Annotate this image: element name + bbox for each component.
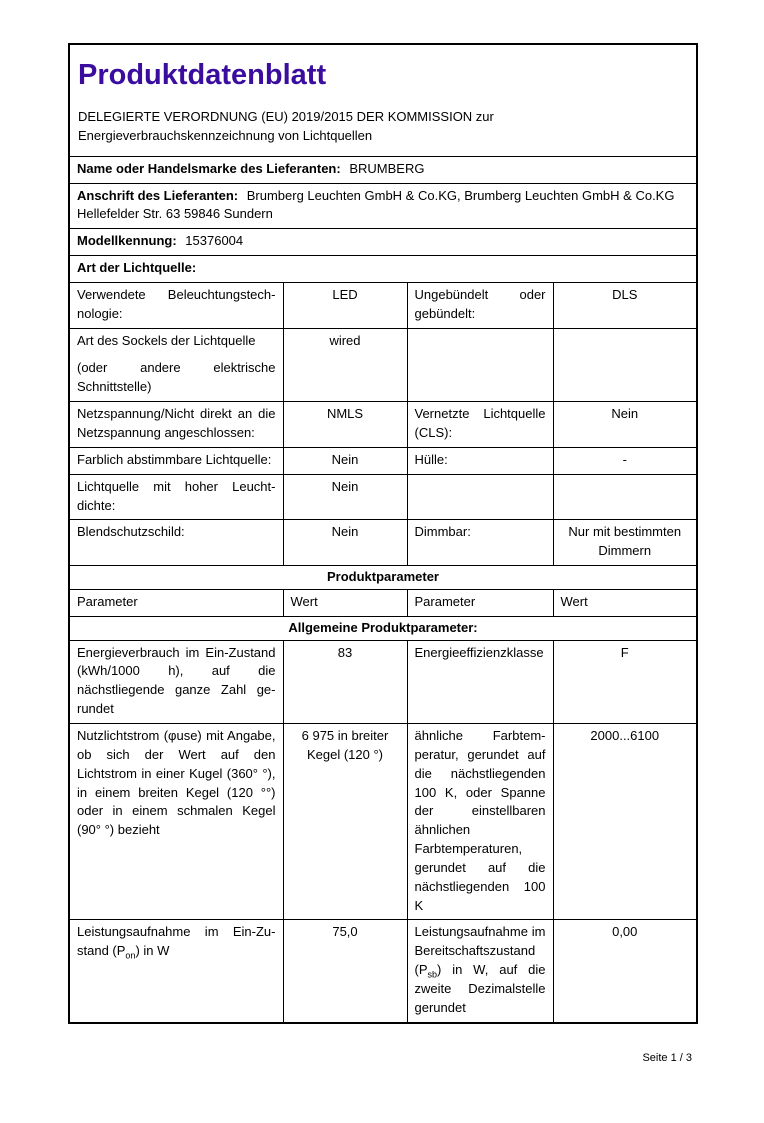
energy-class-value: F xyxy=(553,640,697,723)
standby-power-value: 0,00 xyxy=(553,920,697,1023)
general-parameters-title-row xyxy=(69,616,697,640)
standby-power-param-pre: Leistungsaufnahme im Bereitschaftszustand (P xyxy=(414,924,546,978)
connected-light-source-param: Vernetzte Lichtquelle (CLS): xyxy=(407,402,553,448)
regulation-subtitle-line-2: Energieverbrauchskennzeichnung von Lichtquellen xyxy=(78,127,373,143)
supplier-name-cell xyxy=(69,156,697,183)
standby-power-param-sub: sb xyxy=(427,969,438,980)
socket-param-2 xyxy=(407,328,553,402)
mains-voltage-value: NMLS xyxy=(283,402,407,448)
colour-tuneable-row xyxy=(69,447,697,474)
envelope-param: Hülle: xyxy=(407,447,553,474)
connected-light-source-value: Nein xyxy=(553,402,697,448)
product-parameters-title-row xyxy=(69,566,697,590)
socket-value-2 xyxy=(553,328,697,402)
supplier-address-cell xyxy=(69,183,697,229)
colour-temperature-value: 2000...6100 xyxy=(553,723,697,919)
supplier-address-row xyxy=(69,183,697,229)
supplier-name-value: BRUMBERG xyxy=(349,160,425,176)
product-datasheet-table xyxy=(68,43,698,1024)
technology-value: LED xyxy=(283,282,407,328)
page-number: Seite 1 / 3 xyxy=(642,1051,692,1064)
high-luminance-value: Nein xyxy=(283,474,407,520)
high-luminance-param-2 xyxy=(407,474,553,520)
power-on-param xyxy=(69,920,283,1023)
col-header-parameter-2: Parameter xyxy=(407,589,553,616)
light-source-heading: Art der Lichtquelle: xyxy=(77,260,197,276)
col-header-wert-1: Wert xyxy=(283,589,407,616)
technology-param: Verwendete Beleuchtungstechnologie: xyxy=(69,282,283,328)
dimmable-value: Nur mit bestimmten Dimmern xyxy=(553,520,697,566)
colour-temperature-param: ähnliche Farbtemperatur, gerundet auf die nächstliegenden 100 K, oder Spanne der einstellbaren ähnlichen Farbtemperaturen, gerundet auf die nächstliegenden 100 K xyxy=(407,723,553,919)
energy-consumption-param: Energieverbrauch im Ein-Zustand (kWh/1000 h), auf die nächstliegende ganze Zahl gerundet xyxy=(69,640,283,723)
socket-param-line-2: (oder andere elektrische Schnittstelle) xyxy=(77,360,276,395)
power-on-param-post: ) in W xyxy=(135,943,170,959)
mains-voltage-row xyxy=(69,402,697,448)
power-on-value: 75,0 xyxy=(283,920,407,1023)
beam-param: Ungebündelt oder gebündelt: xyxy=(407,282,553,328)
anti-glare-row xyxy=(69,520,697,566)
model-id-row xyxy=(69,229,697,256)
title-cell xyxy=(69,44,697,156)
model-id-value: 15376004 xyxy=(185,233,244,249)
useful-luminous-flux-row xyxy=(69,723,697,919)
standby-power-param-post: ) in W, auf die zweite Dezimalstelle gerundet xyxy=(414,962,546,1015)
supplier-address-label: Anschrift des Lieferanten: xyxy=(77,187,239,203)
power-on-param-sub: on xyxy=(125,950,136,961)
model-id-label: Modellkennung: xyxy=(77,233,177,249)
energy-consumption-value: 83 xyxy=(283,640,407,723)
anti-glare-value: Nein xyxy=(283,520,407,566)
parameter-header-row xyxy=(69,589,697,616)
beam-value: DLS xyxy=(553,282,697,328)
envelope-value: - xyxy=(553,447,697,474)
model-id-cell xyxy=(69,229,697,256)
energy-consumption-row xyxy=(69,640,697,723)
page-title: Produktdatenblatt xyxy=(78,59,327,91)
power-on-row xyxy=(69,920,697,1023)
useful-luminous-flux-value: 6 975 in breiter Kegel (120 °) xyxy=(283,723,407,919)
socket-param-line-1: Art des Sockels der Lichtquelle xyxy=(77,332,256,348)
supplier-address-value: Brumberg Leuchten GmbH & Co.KG, Brumberg Leuchten GmbH & Co.KG Hellefelder Str. 63 59846 Sundern xyxy=(77,187,675,222)
colour-tuneable-param: Farblich abstimmbare Lichtquelle: xyxy=(69,447,283,474)
high-luminance-param: Lichtquelle mit hoher Leuchtdichte: xyxy=(69,474,283,520)
anti-glare-param: Blendschutzschild: xyxy=(69,520,283,566)
general-parameters-title: Allgemeine Produktparameter: xyxy=(69,616,697,640)
light-source-heading-cell xyxy=(69,256,697,283)
technology-row xyxy=(69,282,697,328)
colour-tuneable-value: Nein xyxy=(283,447,407,474)
light-source-heading-row xyxy=(69,256,697,283)
mains-voltage-param: Netzspannung/Nicht direkt an die Netzspannung angeschlossen: xyxy=(69,402,283,448)
socket-param xyxy=(69,328,283,402)
product-parameters-title: Produktparameter xyxy=(69,566,697,590)
standby-power-param xyxy=(407,920,553,1023)
socket-value: wired xyxy=(283,328,407,402)
supplier-name-row xyxy=(69,156,697,183)
useful-luminous-flux-param: Nutzlichtstrom (φuse) mit Angabe, ob sich der Wert auf den Lichtstrom in einer Kugel (360° °), in einem breiten Kegel (120 °°) oder in einem schmalen Kegel (90° °) bezieht xyxy=(69,723,283,919)
supplier-name-label: Name oder Handelsmarke des Lieferanten: xyxy=(77,160,341,176)
regulation-subtitle-line-1: DELEGIERTE VERORDNUNG (EU) 2019/2015 DER KOMMISSION zur xyxy=(78,109,494,125)
energy-class-param: Energieeffizienzklasse xyxy=(407,640,553,723)
dimmable-param: Dimmbar: xyxy=(407,520,553,566)
high-luminance-value-2 xyxy=(553,474,697,520)
col-header-wert-2: Wert xyxy=(553,589,697,616)
power-on-param-pre: Leistungsaufnahme im Ein-Zustand (P xyxy=(77,924,276,959)
title-row xyxy=(69,44,697,156)
socket-row xyxy=(69,328,697,402)
col-header-parameter-1: Parameter xyxy=(69,589,283,616)
high-luminance-row xyxy=(69,474,697,520)
